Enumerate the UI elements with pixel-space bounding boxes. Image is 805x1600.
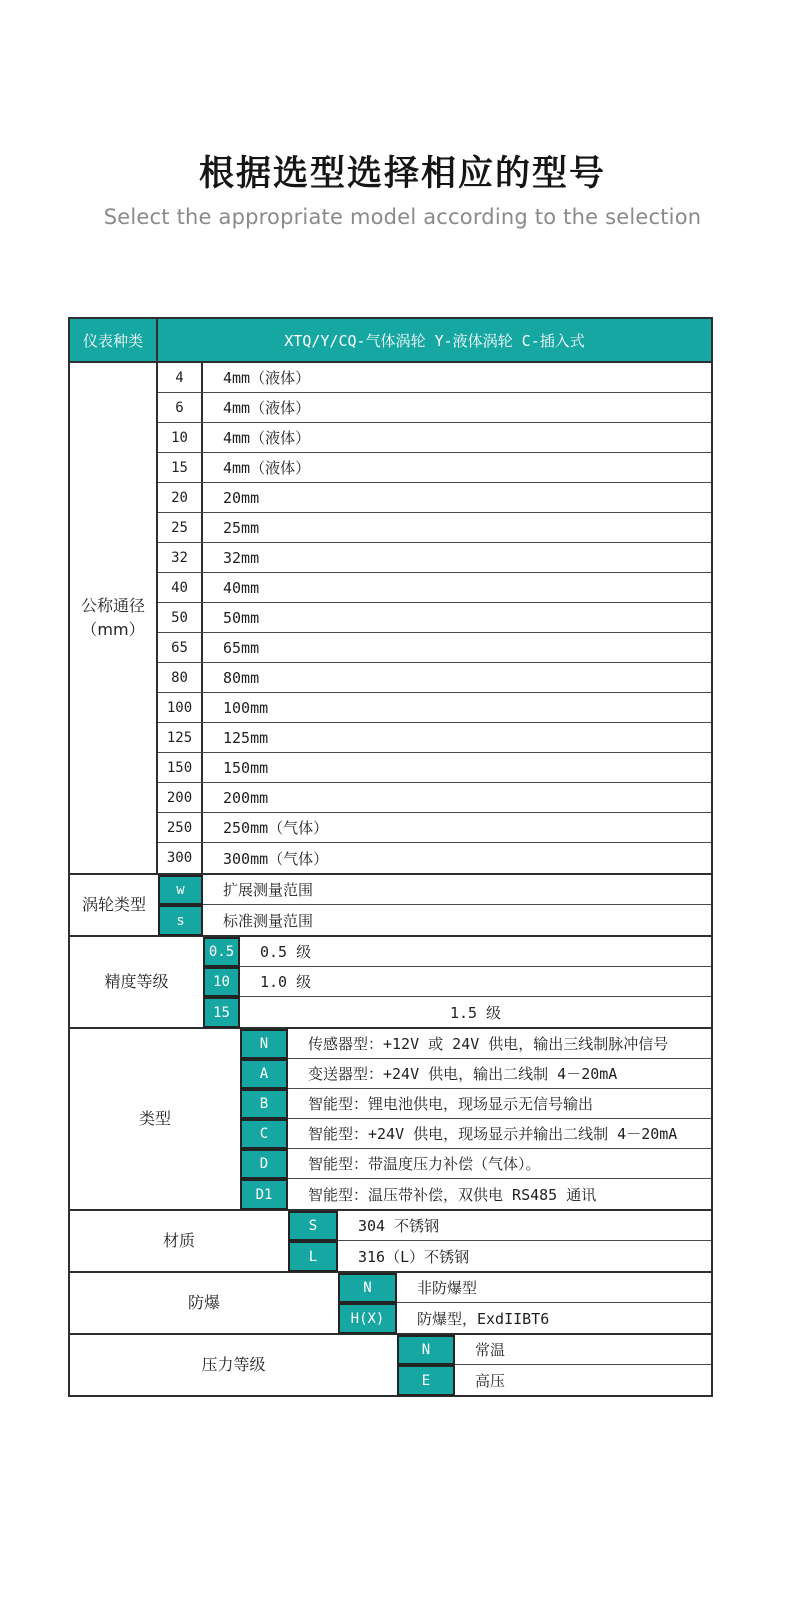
spec-row xyxy=(338,1303,711,1333)
spec-desc-cell: 4mm（液体） xyxy=(223,399,311,417)
spec-desc-cell: 125mm xyxy=(223,728,269,747)
table-section xyxy=(70,937,711,1029)
spec-code-cell: N xyxy=(338,1273,397,1303)
spec-row xyxy=(397,1365,711,1395)
spec-row xyxy=(158,513,711,543)
spec-desc-cell: 304 不锈钢 xyxy=(358,1217,440,1235)
spec-desc-cell: 40mm xyxy=(223,578,260,597)
spec-row xyxy=(240,1059,711,1089)
spec-row xyxy=(158,363,711,393)
spec-code-cell: 15 xyxy=(203,997,240,1028)
section-label: 涡轮类型 xyxy=(81,895,146,914)
spec-code-cell: D1 xyxy=(240,1179,288,1210)
section-label: 精度等级 xyxy=(104,972,169,991)
spec-code-cell: 25 xyxy=(158,513,203,542)
selection-table xyxy=(68,317,713,1397)
section-label: 类型 xyxy=(138,1109,171,1128)
table-section xyxy=(70,363,711,875)
spec-desc-cell: 250mm（气体） xyxy=(223,819,329,837)
spec-code-cell: 32 xyxy=(158,543,203,572)
spec-desc-cell: 50mm xyxy=(223,608,260,627)
spec-row xyxy=(158,423,711,453)
spec-desc-cell: 智能型：带温度压力补偿（气体）。 xyxy=(308,1155,541,1173)
spec-desc-cell: 100mm xyxy=(223,698,269,717)
spec-desc-cell: 32mm xyxy=(223,548,260,567)
spec-desc-cell: 高压 xyxy=(475,1371,506,1390)
spec-code-cell: N xyxy=(240,1029,288,1059)
spec-desc-cell: 传感器型：+12V 或 24V 供电，输出三线制脉冲信号 xyxy=(308,1035,669,1053)
spec-desc-cell: 300mm（气体） xyxy=(223,849,329,868)
spec-desc-cell: 20mm xyxy=(223,488,260,507)
table-section xyxy=(70,1335,711,1395)
spec-row xyxy=(240,1029,711,1059)
spec-row xyxy=(158,573,711,603)
table-section xyxy=(70,1211,711,1273)
spec-row xyxy=(240,1119,711,1149)
spec-code-cell: S xyxy=(288,1211,338,1241)
spec-desc-cell: 标准测量范围 xyxy=(223,911,314,930)
page-subtitle: Select the appropriate model according to the selection xyxy=(103,205,702,229)
spec-desc-cell: 1.0 级 xyxy=(260,973,312,991)
spec-desc-cell: 扩展测量范围 xyxy=(223,881,314,899)
table-header xyxy=(70,319,711,363)
spec-row xyxy=(158,875,711,905)
spec-code-cell: A xyxy=(240,1059,288,1089)
spec-code-cell: 200 xyxy=(158,783,203,812)
spec-code-cell: L xyxy=(288,1241,338,1272)
spec-desc-cell: 变送器型：+24V 供电，输出二线制 4－20mA xyxy=(308,1065,618,1083)
spec-row xyxy=(397,1335,711,1365)
spec-row xyxy=(158,813,711,843)
page-title: 根据选型选择相应的型号 xyxy=(198,154,606,194)
header-model-legend-cell: XTQ/Y/CQ-气体涡轮 Y-液体涡轮 C-插入式 xyxy=(158,319,711,361)
spec-code-cell: 10 xyxy=(203,967,240,997)
spec-desc-cell: 200mm xyxy=(223,788,269,807)
spec-code-cell: 0.5 xyxy=(203,937,240,967)
spec-row xyxy=(203,997,711,1027)
table-section xyxy=(70,875,711,937)
spec-desc-cell: 65mm xyxy=(223,638,260,657)
spec-desc-cell: 非防爆型 xyxy=(417,1279,478,1297)
spec-code-cell: 250 xyxy=(158,813,203,842)
table-section xyxy=(70,1273,711,1335)
table-body xyxy=(70,363,711,1395)
spec-row xyxy=(158,603,711,633)
spec-code-cell: 10 xyxy=(158,423,203,452)
spec-code-cell: 15 xyxy=(158,453,203,482)
spec-code-cell: H(X) xyxy=(338,1303,397,1334)
spec-code-cell: 40 xyxy=(158,573,203,602)
spec-row xyxy=(158,453,711,483)
spec-code-cell: E xyxy=(397,1365,455,1396)
header-category-cell: 仪表种类 xyxy=(70,319,158,361)
spec-desc-cell: 智能型：锂电池供电，现场显示无信号输出 xyxy=(308,1095,594,1113)
spec-desc-cell: 防爆型，ExdIIBT6 xyxy=(417,1309,550,1328)
spec-code-cell: 300 xyxy=(158,843,203,873)
spec-code-cell: 6 xyxy=(158,393,203,422)
spec-desc-cell: 0.5 级 xyxy=(260,943,312,961)
spec-row xyxy=(158,663,711,693)
spec-row xyxy=(158,393,711,423)
spec-row xyxy=(240,1149,711,1179)
spec-code-cell: N xyxy=(397,1335,455,1365)
spec-desc-cell: 4mm（液体） xyxy=(223,429,311,447)
spec-code-cell: w xyxy=(158,875,203,905)
spec-row xyxy=(158,543,711,573)
spec-desc-cell: 25mm xyxy=(223,518,260,537)
spec-row xyxy=(158,783,711,813)
spec-row xyxy=(288,1211,711,1241)
spec-desc-cell: 1.5 级 xyxy=(449,1003,502,1022)
spec-code-cell: 4 xyxy=(158,363,203,392)
spec-desc-cell: 80mm xyxy=(223,668,260,687)
section-label: 公称通径 （mm） xyxy=(70,363,158,873)
spec-code-cell: 100 xyxy=(158,693,203,722)
spec-row xyxy=(158,843,711,873)
section-label: 压力等级 xyxy=(201,1355,266,1374)
section-label: 防爆 xyxy=(187,1293,220,1312)
spec-desc-cell: 316（L）不锈钢 xyxy=(358,1247,470,1266)
spec-desc-cell: 智能型：温压带补偿，双供电 RS485 通讯 xyxy=(308,1185,597,1204)
spec-row xyxy=(158,753,711,783)
spec-code-cell: D xyxy=(240,1149,288,1179)
spec-row xyxy=(288,1241,711,1271)
spec-row xyxy=(203,937,711,967)
spec-row xyxy=(240,1179,711,1209)
spec-row xyxy=(158,723,711,753)
spec-desc-cell: 常温 xyxy=(475,1341,506,1359)
spec-row xyxy=(240,1089,711,1119)
spec-desc-cell: 150mm xyxy=(223,758,269,777)
spec-row xyxy=(338,1273,711,1303)
spec-code-cell: 125 xyxy=(158,723,203,752)
table-section xyxy=(70,1029,711,1211)
spec-row xyxy=(203,967,711,997)
spec-desc-cell: 4mm（液体） xyxy=(223,459,311,477)
spec-code-cell: 50 xyxy=(158,603,203,632)
spec-desc-cell: 4mm（液体） xyxy=(223,369,311,387)
spec-row xyxy=(158,693,711,723)
spec-code-cell: 150 xyxy=(158,753,203,782)
spec-row xyxy=(158,633,711,663)
spec-row xyxy=(158,483,711,513)
spec-row xyxy=(158,905,711,935)
spec-code-cell: 65 xyxy=(158,633,203,662)
spec-code-cell: 80 xyxy=(158,663,203,692)
spec-code-cell: s xyxy=(158,905,203,936)
spec-code-cell: 20 xyxy=(158,483,203,512)
spec-code-cell: B xyxy=(240,1089,288,1119)
spec-code-cell: C xyxy=(240,1119,288,1149)
spec-desc-cell: 智能型：+24V 供电，现场显示并输出二线制 4－20mA xyxy=(308,1125,678,1143)
section-label: 材质 xyxy=(162,1231,195,1250)
